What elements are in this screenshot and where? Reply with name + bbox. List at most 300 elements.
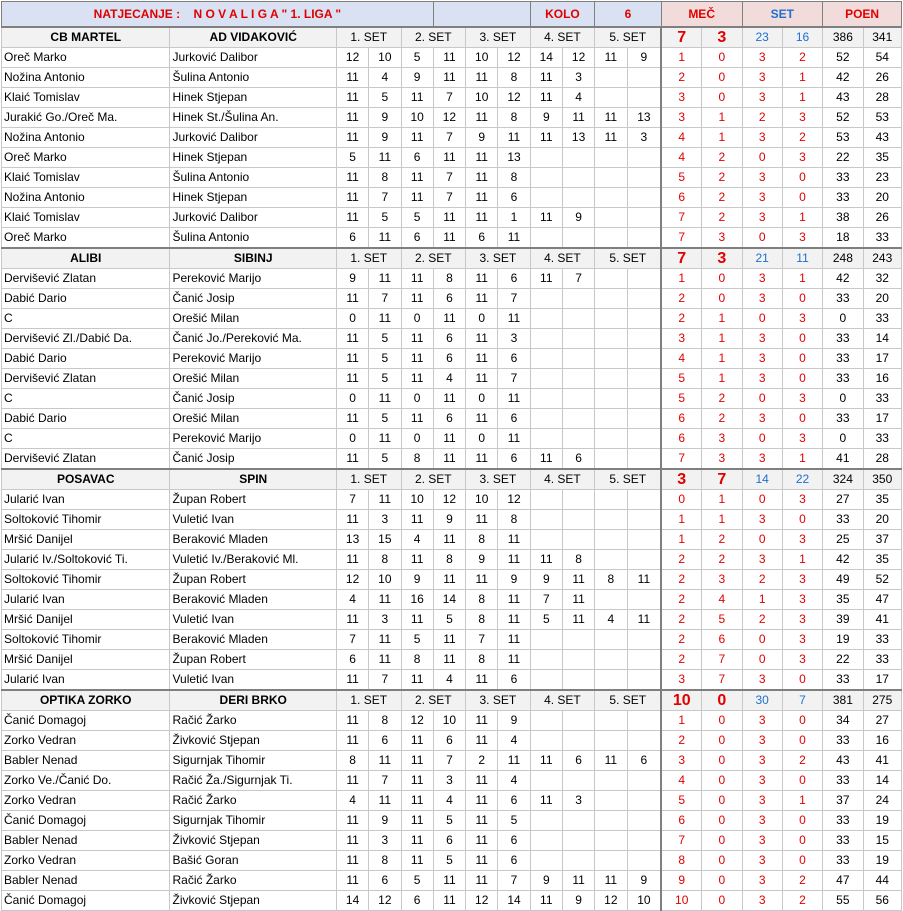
home-player: Klaić Tomislav bbox=[2, 88, 170, 108]
set-score: 0 bbox=[401, 429, 433, 449]
away-sets-total: 16 bbox=[782, 27, 822, 48]
set-score: 11 bbox=[433, 630, 465, 650]
set-score: 11 bbox=[466, 851, 498, 871]
set-score: 12 bbox=[401, 711, 433, 731]
points-home: 33 bbox=[823, 329, 863, 349]
points-home: 33 bbox=[823, 409, 863, 429]
home-match-total: 7 bbox=[661, 248, 701, 269]
set-score bbox=[595, 148, 627, 168]
set-count-home: 3 bbox=[742, 88, 782, 108]
set-score: 8 bbox=[498, 168, 530, 188]
game-row bbox=[2, 309, 902, 329]
set-score bbox=[595, 429, 627, 449]
points-away: 20 bbox=[863, 289, 901, 309]
set-score: 5 bbox=[369, 449, 401, 470]
set-score bbox=[627, 429, 661, 449]
points-away: 19 bbox=[863, 811, 901, 831]
set-score bbox=[562, 349, 594, 369]
set-score bbox=[595, 530, 627, 550]
set-score: 6 bbox=[433, 831, 465, 851]
set-score: 11 bbox=[433, 389, 465, 409]
match-score-home: 1 bbox=[661, 510, 701, 530]
set-score: 11 bbox=[498, 550, 530, 570]
match-score-home: 2 bbox=[661, 650, 701, 670]
away-player: Vuletić Ivan bbox=[170, 510, 336, 530]
away-match-total: 7 bbox=[702, 469, 742, 490]
set-score: 11 bbox=[401, 791, 433, 811]
set-score: 8 bbox=[336, 751, 368, 771]
set-score: 12 bbox=[562, 48, 594, 68]
set-score bbox=[595, 851, 627, 871]
set-score bbox=[595, 711, 627, 731]
game-row bbox=[2, 148, 902, 168]
set-count-away: 0 bbox=[782, 711, 822, 731]
set-score bbox=[627, 670, 661, 691]
set-score: 11 bbox=[498, 429, 530, 449]
match-score-away: 0 bbox=[702, 771, 742, 791]
points-home: 33 bbox=[823, 349, 863, 369]
set-count-away: 2 bbox=[782, 891, 822, 911]
points-away: 20 bbox=[863, 510, 901, 530]
home-points-total: 324 bbox=[823, 469, 863, 490]
game-row bbox=[2, 670, 902, 691]
set-score: 14 bbox=[530, 48, 562, 68]
set-score: 8 bbox=[498, 108, 530, 128]
set-score: 5 bbox=[401, 48, 433, 68]
points-away: 28 bbox=[863, 449, 901, 470]
away-player: Župan Robert bbox=[170, 570, 336, 590]
points-away: 14 bbox=[863, 329, 901, 349]
set-count-away: 2 bbox=[782, 751, 822, 771]
away-player: Sigurnjak Tihomir bbox=[170, 751, 336, 771]
points-home: 33 bbox=[823, 670, 863, 691]
set-score bbox=[627, 449, 661, 470]
set-score bbox=[562, 490, 594, 510]
match-score-home: 1 bbox=[661, 269, 701, 289]
home-player: Čanić Domagoj bbox=[2, 711, 170, 731]
match-score-home: 2 bbox=[661, 309, 701, 329]
set-score bbox=[530, 510, 562, 530]
set-score: 6 bbox=[498, 269, 530, 289]
set-score: 6 bbox=[433, 409, 465, 429]
set-count-home: 3 bbox=[742, 269, 782, 289]
game-row bbox=[2, 510, 902, 530]
set-score: 14 bbox=[433, 590, 465, 610]
points-away: 26 bbox=[863, 208, 901, 228]
match-score-home: 6 bbox=[661, 429, 701, 449]
set-score: 9 bbox=[627, 48, 661, 68]
set-score: 9 bbox=[498, 711, 530, 731]
match-score-away: 0 bbox=[702, 731, 742, 751]
set-score: 3 bbox=[562, 68, 594, 88]
set-count-away: 0 bbox=[782, 369, 822, 389]
set-score: 11 bbox=[466, 349, 498, 369]
set-score bbox=[562, 389, 594, 409]
set-score: 11 bbox=[595, 48, 627, 68]
set-score bbox=[530, 630, 562, 650]
set-score bbox=[595, 630, 627, 650]
set-score: 11 bbox=[562, 871, 594, 891]
set-score: 9 bbox=[369, 108, 401, 128]
set-score bbox=[530, 731, 562, 751]
set-score: 4 bbox=[401, 530, 433, 550]
set-count-home: 0 bbox=[742, 389, 782, 409]
set-score bbox=[595, 329, 627, 349]
game-row bbox=[2, 369, 902, 389]
away-player: Živković Stjepan bbox=[170, 891, 336, 911]
points-home: 53 bbox=[823, 128, 863, 148]
points-away: 16 bbox=[863, 731, 901, 751]
set-score: 5 bbox=[369, 329, 401, 349]
set-score bbox=[562, 148, 594, 168]
set-score: 8 bbox=[433, 269, 465, 289]
match-score-away: 0 bbox=[702, 811, 742, 831]
away-match-total: 3 bbox=[702, 27, 742, 48]
home-player: Nožina Antonio bbox=[2, 68, 170, 88]
game-row bbox=[2, 831, 902, 851]
set-score bbox=[627, 148, 661, 168]
points-home: 42 bbox=[823, 269, 863, 289]
match-score-away: 7 bbox=[702, 650, 742, 670]
points-away: 43 bbox=[863, 128, 901, 148]
points-home: 43 bbox=[823, 751, 863, 771]
set-score bbox=[595, 349, 627, 369]
set-count-away: 3 bbox=[782, 610, 822, 630]
game-row bbox=[2, 891, 902, 911]
game-row bbox=[2, 449, 902, 470]
set-score: 4 bbox=[369, 68, 401, 88]
set-column-label: 4. SET bbox=[530, 690, 595, 711]
set-score: 5 bbox=[401, 208, 433, 228]
points-home: 33 bbox=[823, 188, 863, 208]
set-count-home: 3 bbox=[742, 128, 782, 148]
match-score-away: 0 bbox=[702, 851, 742, 871]
set-score: 7 bbox=[433, 751, 465, 771]
set-score: 10 bbox=[466, 48, 498, 68]
set-score: 11 bbox=[369, 309, 401, 329]
match-score-home: 9 bbox=[661, 871, 701, 891]
set-score: 8 bbox=[369, 550, 401, 570]
away-sets-total: 7 bbox=[782, 690, 822, 711]
set-score bbox=[627, 831, 661, 851]
match-score-home: 1 bbox=[661, 48, 701, 68]
set-score: 11 bbox=[336, 188, 368, 208]
set-score: 11 bbox=[336, 88, 368, 108]
set-score: 6 bbox=[369, 731, 401, 751]
set-score: 6 bbox=[433, 289, 465, 309]
game-row bbox=[2, 68, 902, 88]
away-player: Čanić Josip bbox=[170, 389, 336, 409]
set-count-away: 0 bbox=[782, 289, 822, 309]
set-score: 6 bbox=[336, 650, 368, 670]
set-score bbox=[530, 650, 562, 670]
match-score-away: 6 bbox=[702, 630, 742, 650]
match-score-home: 4 bbox=[661, 148, 701, 168]
set-score: 8 bbox=[369, 168, 401, 188]
set-score: 11 bbox=[466, 289, 498, 309]
home-player: Mršić Danijel bbox=[2, 530, 170, 550]
set-score: 6 bbox=[433, 731, 465, 751]
set-score bbox=[627, 771, 661, 791]
set-score: 9 bbox=[369, 128, 401, 148]
points-header: POEN bbox=[823, 2, 902, 28]
set-score bbox=[595, 449, 627, 470]
set-score: 0 bbox=[336, 309, 368, 329]
set-score: 5 bbox=[498, 811, 530, 831]
set-score bbox=[595, 208, 627, 228]
set-count-home: 0 bbox=[742, 530, 782, 550]
set-column-label: 5. SET bbox=[595, 690, 662, 711]
set-score: 11 bbox=[466, 188, 498, 208]
set-score: 11 bbox=[336, 369, 368, 389]
set-score: 9 bbox=[336, 269, 368, 289]
set-score bbox=[595, 228, 627, 249]
set-count-home: 3 bbox=[742, 791, 782, 811]
set-score: 4 bbox=[336, 791, 368, 811]
points-home: 55 bbox=[823, 891, 863, 911]
set-score: 9 bbox=[530, 108, 562, 128]
match-score-home: 8 bbox=[661, 851, 701, 871]
set-score: 5 bbox=[369, 409, 401, 429]
points-home: 33 bbox=[823, 731, 863, 751]
set-score bbox=[595, 650, 627, 670]
title-row bbox=[2, 2, 902, 28]
set-score: 3 bbox=[433, 771, 465, 791]
set-score bbox=[595, 409, 627, 429]
set-score bbox=[530, 811, 562, 831]
set-count-away: 0 bbox=[782, 811, 822, 831]
set-score bbox=[595, 811, 627, 831]
match-score-home: 2 bbox=[661, 630, 701, 650]
set-score: 13 bbox=[336, 530, 368, 550]
match-score-home: 3 bbox=[661, 108, 701, 128]
set-score bbox=[530, 369, 562, 389]
points-away: 33 bbox=[863, 228, 901, 249]
home-player: Zorko Vedran bbox=[2, 731, 170, 751]
set-count-away: 3 bbox=[782, 650, 822, 670]
set-count-away: 2 bbox=[782, 48, 822, 68]
away-player: Čanić Josip bbox=[170, 449, 336, 470]
match-score-away: 1 bbox=[702, 309, 742, 329]
set-score bbox=[562, 369, 594, 389]
set-score: 11 bbox=[595, 871, 627, 891]
set-score: 11 bbox=[466, 570, 498, 590]
match-score-away: 1 bbox=[702, 510, 742, 530]
game-row bbox=[2, 228, 902, 249]
match-score-home: 7 bbox=[661, 228, 701, 249]
set-score bbox=[627, 188, 661, 208]
set-score: 11 bbox=[433, 530, 465, 550]
set-count-home: 0 bbox=[742, 228, 782, 249]
set-score bbox=[530, 168, 562, 188]
set-score: 11 bbox=[466, 731, 498, 751]
competition-title: NATJECANJE : N O V A L I G A " 1. LIGA " bbox=[2, 2, 434, 28]
set-score bbox=[627, 269, 661, 289]
set-score: 11 bbox=[433, 570, 465, 590]
set-column-label: 5. SET bbox=[595, 248, 662, 269]
results-table bbox=[1, 1, 902, 911]
match-score-home: 0 bbox=[661, 490, 701, 510]
match-score-home: 4 bbox=[661, 349, 701, 369]
set-score: 11 bbox=[498, 128, 530, 148]
set-score: 5 bbox=[369, 349, 401, 369]
set-score: 0 bbox=[336, 429, 368, 449]
set-score: 3 bbox=[369, 831, 401, 851]
game-row bbox=[2, 409, 902, 429]
set-score: 6 bbox=[433, 349, 465, 369]
set-score: 11 bbox=[466, 510, 498, 530]
points-home: 33 bbox=[823, 168, 863, 188]
set-score: 5 bbox=[369, 88, 401, 108]
set-column-label: 2. SET bbox=[401, 27, 466, 48]
set-score: 11 bbox=[530, 449, 562, 470]
set-score bbox=[627, 791, 661, 811]
set-score: 11 bbox=[433, 871, 465, 891]
set-score: 11 bbox=[498, 530, 530, 550]
set-score bbox=[562, 831, 594, 851]
game-row bbox=[2, 851, 902, 871]
set-score: 10 bbox=[466, 88, 498, 108]
home-player: Babler Nenad bbox=[2, 831, 170, 851]
set-score: 11 bbox=[466, 831, 498, 851]
set-score bbox=[595, 791, 627, 811]
game-row bbox=[2, 871, 902, 891]
set-score bbox=[562, 630, 594, 650]
points-home: 33 bbox=[823, 289, 863, 309]
match-score-home: 7 bbox=[661, 208, 701, 228]
set-score: 11 bbox=[466, 771, 498, 791]
set-score: 15 bbox=[369, 530, 401, 550]
home-player: Jurakić Go./Oreč Ma. bbox=[2, 108, 170, 128]
game-row bbox=[2, 168, 902, 188]
set-score bbox=[562, 711, 594, 731]
set-score: 11 bbox=[530, 88, 562, 108]
set-count-home: 2 bbox=[742, 570, 782, 590]
set-score: 7 bbox=[498, 289, 530, 309]
set-score bbox=[627, 228, 661, 249]
set-score bbox=[595, 309, 627, 329]
set-score: 6 bbox=[498, 851, 530, 871]
round-number: 6 bbox=[595, 2, 662, 28]
set-score: 11 bbox=[336, 449, 368, 470]
set-score: 11 bbox=[627, 570, 661, 590]
home-player: Dervišević Zl./Dabić Da. bbox=[2, 329, 170, 349]
set-score: 11 bbox=[627, 610, 661, 630]
set-score: 11 bbox=[466, 148, 498, 168]
set-score bbox=[627, 208, 661, 228]
set-score: 11 bbox=[369, 490, 401, 510]
set-score bbox=[627, 349, 661, 369]
set-score: 11 bbox=[466, 670, 498, 691]
points-away: 20 bbox=[863, 188, 901, 208]
game-row bbox=[2, 188, 902, 208]
home-player: Čanić Domagoj bbox=[2, 811, 170, 831]
points-home: 19 bbox=[823, 630, 863, 650]
set-score: 11 bbox=[336, 711, 368, 731]
set-score: 8 bbox=[498, 68, 530, 88]
set-score: 11 bbox=[336, 349, 368, 369]
points-away: 35 bbox=[863, 148, 901, 168]
points-home: 41 bbox=[823, 449, 863, 470]
points-home: 33 bbox=[823, 811, 863, 831]
set-score bbox=[530, 309, 562, 329]
game-row bbox=[2, 590, 902, 610]
points-away: 52 bbox=[863, 570, 901, 590]
away-team-name: DERI BRKO bbox=[170, 690, 336, 711]
points-home: 0 bbox=[823, 429, 863, 449]
points-home: 27 bbox=[823, 490, 863, 510]
set-score: 4 bbox=[336, 590, 368, 610]
points-away: 26 bbox=[863, 68, 901, 88]
points-away: 35 bbox=[863, 550, 901, 570]
set-score: 11 bbox=[498, 228, 530, 249]
points-away: 56 bbox=[863, 891, 901, 911]
match-score-home: 5 bbox=[661, 369, 701, 389]
home-player: Dervišević Zlatan bbox=[2, 449, 170, 470]
home-match-total: 10 bbox=[661, 690, 701, 711]
points-away: 15 bbox=[863, 831, 901, 851]
set-score bbox=[530, 349, 562, 369]
points-away: 16 bbox=[863, 369, 901, 389]
home-sets-total: 21 bbox=[742, 248, 782, 269]
set-count-away: 2 bbox=[782, 128, 822, 148]
set-score: 11 bbox=[530, 791, 562, 811]
match-score-away: 3 bbox=[702, 429, 742, 449]
set-score: 11 bbox=[369, 791, 401, 811]
set-count-away: 0 bbox=[782, 510, 822, 530]
set-score: 8 bbox=[369, 711, 401, 731]
set-score: 6 bbox=[498, 670, 530, 691]
set-score: 11 bbox=[369, 630, 401, 650]
home-player: Zorko Vedran bbox=[2, 851, 170, 871]
home-points-total: 248 bbox=[823, 248, 863, 269]
home-sets-total: 30 bbox=[742, 690, 782, 711]
game-row bbox=[2, 550, 902, 570]
home-match-total: 7 bbox=[661, 27, 701, 48]
points-home: 39 bbox=[823, 610, 863, 630]
set-score: 12 bbox=[369, 891, 401, 911]
set-count-home: 3 bbox=[742, 831, 782, 851]
set-score: 11 bbox=[562, 610, 594, 630]
set-count-away: 1 bbox=[782, 88, 822, 108]
set-score: 2 bbox=[466, 751, 498, 771]
set-score: 9 bbox=[401, 68, 433, 88]
set-count-away: 0 bbox=[782, 349, 822, 369]
away-player: Bašić Goran bbox=[170, 851, 336, 871]
points-away: 33 bbox=[863, 429, 901, 449]
set-score: 6 bbox=[498, 831, 530, 851]
set-score bbox=[530, 409, 562, 429]
set-score: 11 bbox=[530, 550, 562, 570]
home-player: Jularić Iv./Soltoković Ti. bbox=[2, 550, 170, 570]
set-score: 0 bbox=[466, 429, 498, 449]
points-away: 32 bbox=[863, 269, 901, 289]
set-score: 6 bbox=[369, 871, 401, 891]
set-score bbox=[627, 369, 661, 389]
set-score bbox=[562, 329, 594, 349]
set-score: 9 bbox=[466, 550, 498, 570]
points-away: 33 bbox=[863, 650, 901, 670]
set-score bbox=[595, 88, 627, 108]
match-score-away: 0 bbox=[702, 791, 742, 811]
set-score: 9 bbox=[627, 871, 661, 891]
set-score: 11 bbox=[336, 510, 368, 530]
set-score bbox=[627, 409, 661, 429]
game-row bbox=[2, 630, 902, 650]
game-row bbox=[2, 108, 902, 128]
match-score-away: 7 bbox=[702, 670, 742, 691]
set-score bbox=[595, 731, 627, 751]
